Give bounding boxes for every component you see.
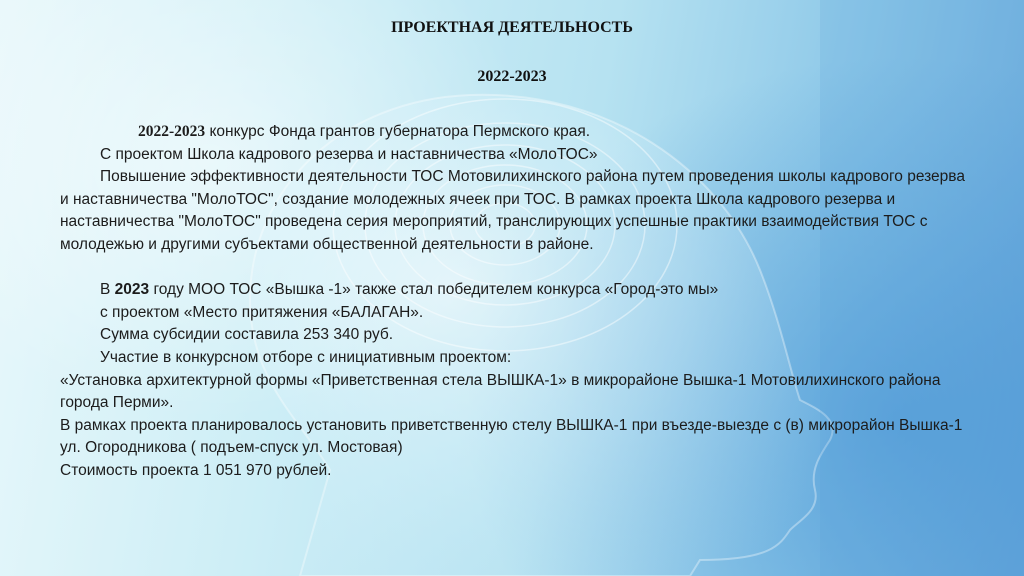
paragraph-project-cost: Стоимость проекта 1 051 970 рублей. <box>60 461 332 479</box>
paragraph-subsidy-amount: Сумма субсидии составила 253 340 руб. <box>100 326 394 344</box>
slide-body <box>60 121 965 483</box>
paragraph-stela-project: «Установка архитектурной формы «Приветственная стела ВЫШКА-1» в микрорайоне Вышка-1 Мотовилихинского района города Перми». <box>60 371 941 412</box>
paragraph-winner-2023 <box>60 279 965 302</box>
paragraph-grant-contest <box>60 121 965 144</box>
grant-years: 2022-2023 <box>138 123 206 140</box>
grant-contest-text: конкурс Фонда грантов губернатора Пермского края. <box>205 123 591 140</box>
winner-prefix: В <box>100 281 115 299</box>
paragraph-project-description: Повышение эффективности деятельности ТОС Мотовилихинского района путем проведения школы кадрового резерва и наставничества "МолоТОС", создание молодежных ячеек при ТОС. В рамках проекта Школа кадрового резерва и наставничества "МолоТОС" проведена серия мероприятий, транслирующих успешные практики взаимодействия ТОС с молодежью и другими субъектами общественной деятельности в районе. <box>60 168 965 253</box>
paragraph-project-name: С проектом Школа кадрового резерва и наставничества «МолоТОС» <box>100 145 598 163</box>
spacer <box>60 257 965 280</box>
paragraph-stela-plan: В рамках проекта планировалось установить приветственную стелу ВЫШКА-1 при въезде-выезде с (в) микрорайон Вышка-1 ул. Огородникова ( подъем-спуск ул. Мостовая) <box>60 416 963 457</box>
winner-year: 2023 <box>114 281 150 299</box>
paragraph-initiative-participation: Участие в конкурсном отборе с инициативным проектом: <box>100 348 512 366</box>
winner-text: году МОО ТОС «Вышка -1» также стал победителем конкурса «Город-это мы» <box>149 281 719 299</box>
paragraph-balagan-project: с проектом «Место притяжения «БАЛАГАН». <box>100 303 424 321</box>
page-title: ПРОЕКТНАЯ ДЕЯТЕЛЬНОСТЬ <box>391 19 633 36</box>
page-subtitle-years: 2022-2023 <box>477 68 547 85</box>
